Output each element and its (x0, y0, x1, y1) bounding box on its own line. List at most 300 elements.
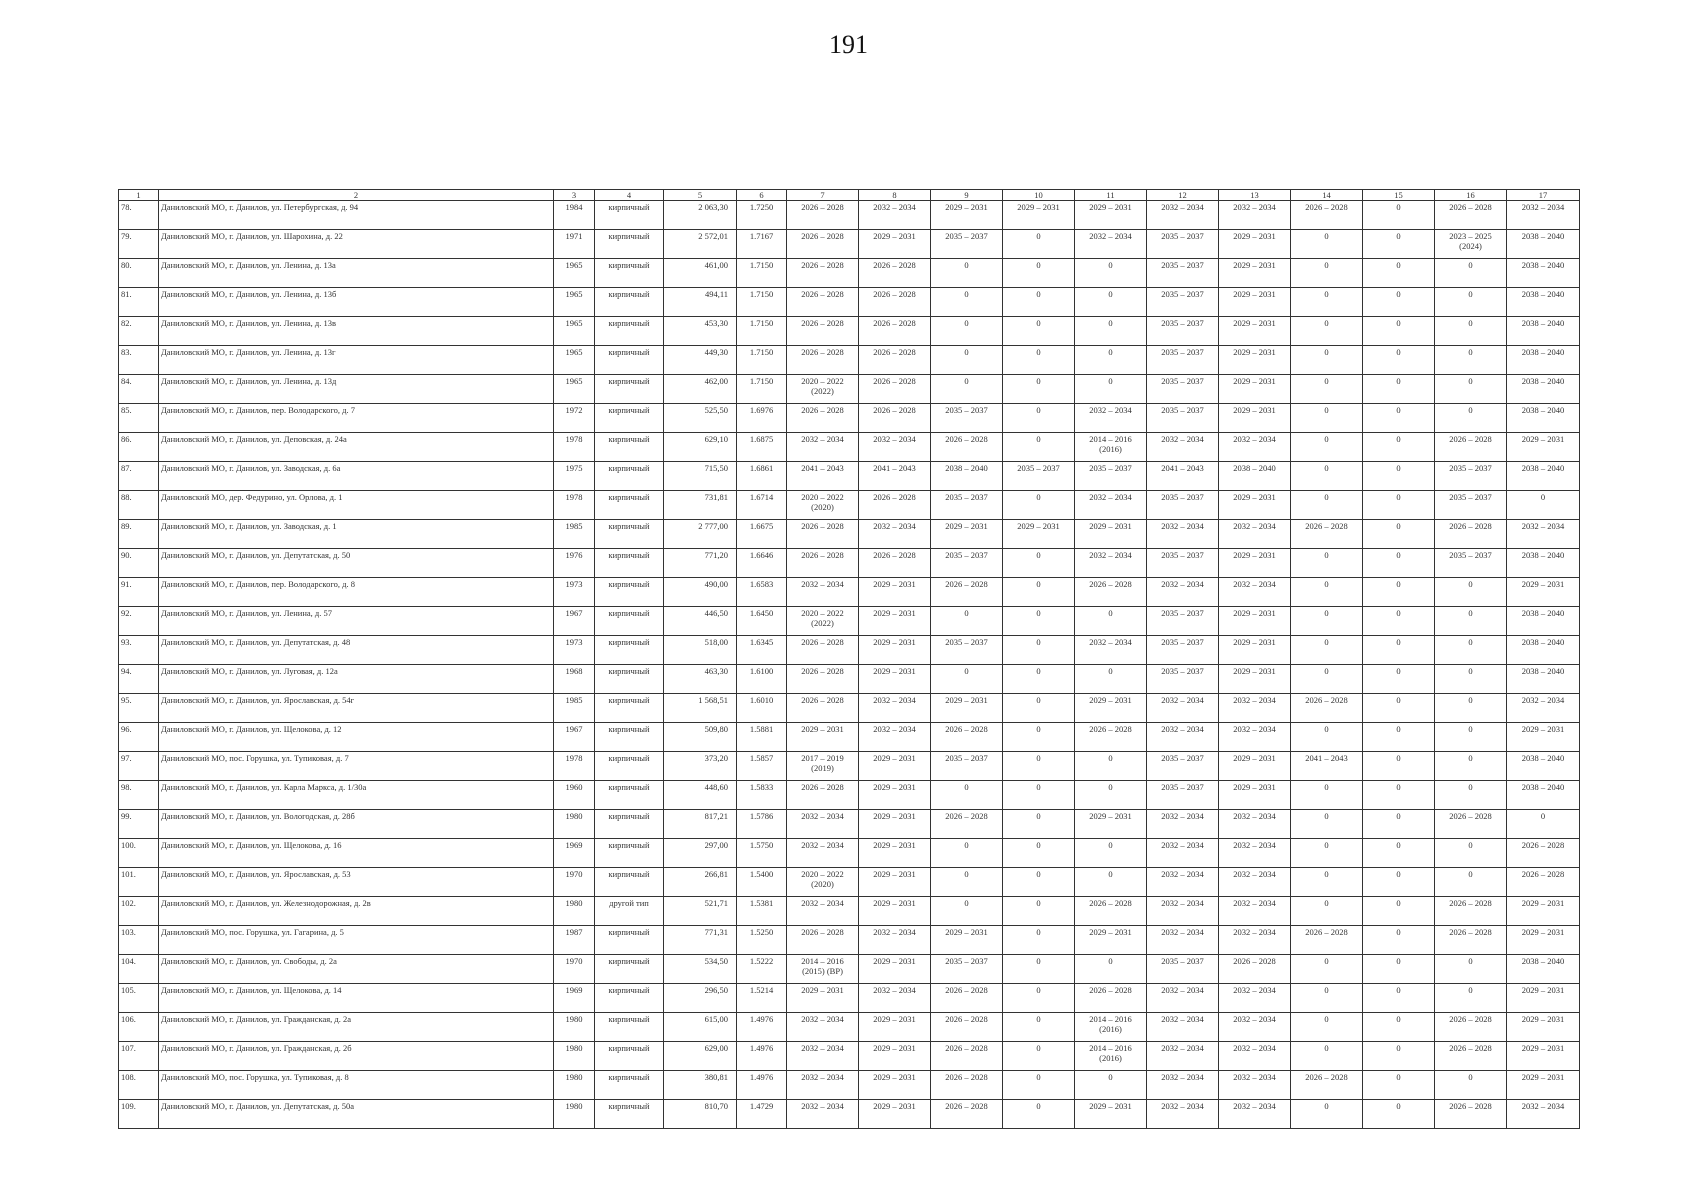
period-cell-17: 2038 – 2040 (1507, 346, 1580, 375)
period-cell-12: 2032 – 2034 (1147, 201, 1219, 230)
period-cell-11: 2014 – 2016 (2016) (1075, 1042, 1147, 1071)
period-cell-10: 0 (1003, 781, 1075, 810)
period-cell-11: 2032 – 2034 (1075, 404, 1147, 433)
year-cell: 1978 (554, 433, 595, 462)
period-cell-13: 2032 – 2034 (1219, 1042, 1291, 1071)
period-cell-14: 0 (1291, 868, 1363, 897)
period-cell-16: 0 (1435, 665, 1507, 694)
period-cell-16: 2035 – 2037 (1435, 491, 1507, 520)
index-cell: 1.5881 (737, 723, 787, 752)
period-cell-13: 2032 – 2034 (1219, 578, 1291, 607)
period-cell-17: 2029 – 2031 (1507, 433, 1580, 462)
period-cell-16: 0 (1435, 781, 1507, 810)
row-number-cell: 87. (119, 462, 159, 491)
period-cell-17: 2029 – 2031 (1507, 1042, 1580, 1071)
row-number-cell: 78. (119, 201, 159, 230)
header-cell: 10 (1003, 190, 1075, 201)
period-cell-11: 0 (1075, 607, 1147, 636)
period-cell-7: 2026 – 2028 (787, 926, 859, 955)
table-row (119, 346, 1580, 375)
table-row (119, 259, 1580, 288)
period-cell-17: 2038 – 2040 (1507, 549, 1580, 578)
period-cell-7: 2032 – 2034 (787, 578, 859, 607)
wall-material-cell: кирпичный (595, 752, 664, 781)
year-cell: 1980 (554, 1042, 595, 1071)
period-cell-14: 0 (1291, 810, 1363, 839)
address-cell: Даниловский МО, г. Данилов, ул. Депутатская, д. 48 (159, 636, 554, 665)
period-cell-7: 2026 – 2028 (787, 636, 859, 665)
period-cell-16: 0 (1435, 839, 1507, 868)
period-cell-9: 2026 – 2028 (931, 723, 1003, 752)
period-cell-9: 0 (931, 288, 1003, 317)
period-cell-14: 0 (1291, 665, 1363, 694)
year-cell: 1980 (554, 897, 595, 926)
period-cell-12: 2032 – 2034 (1147, 723, 1219, 752)
period-cell-8: 2029 – 2031 (859, 839, 931, 868)
period-cell-11: 0 (1075, 1071, 1147, 1100)
address-cell: Даниловский МО, г. Данилов, ул. Щелокова, д. 14 (159, 984, 554, 1013)
area-cell: 2 572,01 (664, 230, 737, 259)
period-cell-14: 0 (1291, 607, 1363, 636)
period-cell-17: 2029 – 2031 (1507, 1013, 1580, 1042)
period-cell-15: 0 (1363, 810, 1435, 839)
period-cell-8: 2032 – 2034 (859, 520, 931, 549)
header-cell: 9 (931, 190, 1003, 201)
period-cell-8: 2029 – 2031 (859, 897, 931, 926)
period-cell-14: 0 (1291, 955, 1363, 984)
wall-material-cell: кирпичный (595, 201, 664, 230)
index-cell: 1.4729 (737, 1100, 787, 1129)
period-cell-7: 2014 – 2016 (2015) (ВР) (787, 955, 859, 984)
period-cell-10: 0 (1003, 839, 1075, 868)
year-cell: 1965 (554, 375, 595, 404)
period-cell-12: 2035 – 2037 (1147, 752, 1219, 781)
period-cell-16: 0 (1435, 375, 1507, 404)
header-cell: 8 (859, 190, 931, 201)
period-cell-14: 0 (1291, 491, 1363, 520)
index-cell: 1.6976 (737, 404, 787, 433)
address-cell: Даниловский МО, г. Данилов, ул. Вологодская, д. 28б (159, 810, 554, 839)
area-cell: 453,30 (664, 317, 737, 346)
period-cell-8: 2029 – 2031 (859, 1100, 931, 1129)
period-cell-12: 2041 – 2043 (1147, 462, 1219, 491)
row-number-cell: 80. (119, 259, 159, 288)
page-number: 191 (829, 30, 868, 59)
header-cell: 11 (1075, 190, 1147, 201)
period-cell-12: 2035 – 2037 (1147, 288, 1219, 317)
period-cell-10: 0 (1003, 955, 1075, 984)
wall-material-cell: кирпичный (595, 462, 664, 491)
address-cell: Даниловский МО, г. Данилов, ул. Заводская, д. 6а (159, 462, 554, 491)
period-cell-7: 2026 – 2028 (787, 230, 859, 259)
period-cell-10: 0 (1003, 375, 1075, 404)
period-cell-13: 2029 – 2031 (1219, 549, 1291, 578)
table-header (119, 190, 1580, 201)
period-cell-10: 0 (1003, 868, 1075, 897)
wall-material-cell: другой тип (595, 897, 664, 926)
period-cell-11: 0 (1075, 839, 1147, 868)
period-cell-7: 2020 – 2022 (2020) (787, 491, 859, 520)
address-cell: Даниловский МО, г. Данилов, ул. Ленина, д. 13г (159, 346, 554, 375)
period-cell-9: 2038 – 2040 (931, 462, 1003, 491)
table-row (119, 984, 1580, 1013)
period-cell-12: 2032 – 2034 (1147, 926, 1219, 955)
index-cell: 1.5381 (737, 897, 787, 926)
wall-material-cell: кирпичный (595, 955, 664, 984)
period-cell-14: 0 (1291, 375, 1363, 404)
index-cell: 1.6714 (737, 491, 787, 520)
period-cell-16: 0 (1435, 1071, 1507, 1100)
period-cell-17: 2038 – 2040 (1507, 288, 1580, 317)
year-cell: 1965 (554, 259, 595, 288)
row-number-cell: 98. (119, 781, 159, 810)
period-cell-17: 2038 – 2040 (1507, 665, 1580, 694)
period-cell-11: 2029 – 2031 (1075, 694, 1147, 723)
period-cell-12: 2035 – 2037 (1147, 607, 1219, 636)
row-number-cell: 106. (119, 1013, 159, 1042)
period-cell-16: 2035 – 2037 (1435, 549, 1507, 578)
period-cell-14: 0 (1291, 1100, 1363, 1129)
table-row (119, 549, 1580, 578)
period-cell-11: 0 (1075, 752, 1147, 781)
wall-material-cell: кирпичный (595, 839, 664, 868)
period-cell-14: 2026 – 2028 (1291, 926, 1363, 955)
period-cell-8: 2029 – 2031 (859, 1042, 931, 1071)
period-cell-12: 2032 – 2034 (1147, 897, 1219, 926)
period-cell-11: 0 (1075, 375, 1147, 404)
index-cell: 1.5400 (737, 868, 787, 897)
period-cell-15: 0 (1363, 897, 1435, 926)
period-cell-17: 0 (1507, 810, 1580, 839)
table-row (119, 491, 1580, 520)
address-cell: Даниловский МО, г. Данилов, пер. Володарского, д. 7 (159, 404, 554, 433)
period-cell-12: 2032 – 2034 (1147, 1071, 1219, 1100)
row-number-cell: 89. (119, 520, 159, 549)
period-cell-11: 0 (1075, 665, 1147, 694)
period-cell-15: 0 (1363, 839, 1435, 868)
period-cell-8: 2026 – 2028 (859, 549, 931, 578)
year-cell: 1970 (554, 868, 595, 897)
period-cell-10: 0 (1003, 723, 1075, 752)
period-cell-8: 2026 – 2028 (859, 491, 931, 520)
period-cell-7: 2032 – 2034 (787, 1071, 859, 1100)
period-cell-9: 2029 – 2031 (931, 201, 1003, 230)
period-cell-17: 2032 – 2034 (1507, 201, 1580, 230)
table-row (119, 607, 1580, 636)
area-cell: 494,11 (664, 288, 737, 317)
period-cell-13: 2029 – 2031 (1219, 665, 1291, 694)
period-cell-11: 0 (1075, 955, 1147, 984)
table-row (119, 723, 1580, 752)
period-cell-15: 0 (1363, 1100, 1435, 1129)
period-cell-13: 2029 – 2031 (1219, 375, 1291, 404)
period-cell-9: 2026 – 2028 (931, 1013, 1003, 1042)
period-cell-9: 0 (931, 346, 1003, 375)
index-cell: 1.5214 (737, 984, 787, 1013)
address-cell: Даниловский МО, пос. Горушка, ул. Тупиковая, д. 8 (159, 1071, 554, 1100)
period-cell-13: 2032 – 2034 (1219, 433, 1291, 462)
wall-material-cell: кирпичный (595, 549, 664, 578)
period-cell-12: 2035 – 2037 (1147, 491, 1219, 520)
period-cell-12: 2032 – 2034 (1147, 578, 1219, 607)
period-cell-12: 2032 – 2034 (1147, 984, 1219, 1013)
period-cell-10: 0 (1003, 1100, 1075, 1129)
period-cell-17: 2038 – 2040 (1507, 607, 1580, 636)
header-cell: 5 (664, 190, 737, 201)
period-cell-16: 2026 – 2028 (1435, 810, 1507, 839)
period-cell-9: 2035 – 2037 (931, 491, 1003, 520)
header-cell: 7 (787, 190, 859, 201)
table-row (119, 317, 1580, 346)
period-cell-10: 0 (1003, 636, 1075, 665)
address-cell: Даниловский МО, г. Данилов, ул. Шарохина, д. 22 (159, 230, 554, 259)
period-cell-11: 2026 – 2028 (1075, 723, 1147, 752)
row-number-cell: 101. (119, 868, 159, 897)
index-cell: 1.4976 (737, 1013, 787, 1042)
period-cell-8: 2026 – 2028 (859, 375, 931, 404)
table-container (118, 189, 1580, 1129)
header-cell: 12 (1147, 190, 1219, 201)
table-row (119, 868, 1580, 897)
header-cell: 1 (119, 190, 159, 201)
row-number-cell: 82. (119, 317, 159, 346)
period-cell-8: 2029 – 2031 (859, 636, 931, 665)
row-number-cell: 81. (119, 288, 159, 317)
period-cell-7: 2020 – 2022 (2022) (787, 375, 859, 404)
period-cell-16: 0 (1435, 955, 1507, 984)
period-cell-8: 2026 – 2028 (859, 346, 931, 375)
area-cell: 446,50 (664, 607, 737, 636)
period-cell-12: 2032 – 2034 (1147, 810, 1219, 839)
period-cell-8: 2026 – 2028 (859, 259, 931, 288)
period-cell-10: 2035 – 2037 (1003, 462, 1075, 491)
area-cell: 817,21 (664, 810, 737, 839)
period-cell-15: 0 (1363, 694, 1435, 723)
area-cell: 490,00 (664, 578, 737, 607)
address-cell: Даниловский МО, г. Данилов, ул. Луговая, д. 12а (159, 665, 554, 694)
period-cell-7: 2026 – 2028 (787, 346, 859, 375)
address-cell: Даниловский МО, г. Данилов, ул. Ленина, д. 13а (159, 259, 554, 288)
year-cell: 1969 (554, 839, 595, 868)
header-cell: 15 (1363, 190, 1435, 201)
period-cell-15: 0 (1363, 955, 1435, 984)
area-cell: 2 777,00 (664, 520, 737, 549)
period-cell-11: 2014 – 2016 (2016) (1075, 433, 1147, 462)
year-cell: 1985 (554, 520, 595, 549)
period-cell-9: 2035 – 2037 (931, 955, 1003, 984)
period-cell-11: 2032 – 2034 (1075, 491, 1147, 520)
period-cell-10: 0 (1003, 1042, 1075, 1071)
period-cell-9: 0 (931, 259, 1003, 288)
row-number-cell: 100. (119, 839, 159, 868)
address-cell: Даниловский МО, г. Данилов, ул. Ярославская, д. 53 (159, 868, 554, 897)
period-cell-14: 0 (1291, 346, 1363, 375)
period-cell-14: 2026 – 2028 (1291, 1071, 1363, 1100)
period-cell-16: 0 (1435, 636, 1507, 665)
table-body (119, 201, 1580, 1129)
area-cell: 380,81 (664, 1071, 737, 1100)
period-cell-9: 2026 – 2028 (931, 433, 1003, 462)
period-cell-15: 0 (1363, 404, 1435, 433)
table-row (119, 433, 1580, 462)
area-cell: 731,81 (664, 491, 737, 520)
address-cell: Даниловский МО, г. Данилов, ул. Гражданская, д. 2а (159, 1013, 554, 1042)
period-cell-14: 0 (1291, 288, 1363, 317)
row-number-cell: 86. (119, 433, 159, 462)
period-cell-16: 0 (1435, 288, 1507, 317)
period-cell-10: 0 (1003, 752, 1075, 781)
year-cell: 1969 (554, 984, 595, 1013)
period-cell-13: 2029 – 2031 (1219, 607, 1291, 636)
period-cell-13: 2032 – 2034 (1219, 984, 1291, 1013)
period-cell-16: 2026 – 2028 (1435, 201, 1507, 230)
period-cell-9: 2026 – 2028 (931, 578, 1003, 607)
wall-material-cell: кирпичный (595, 665, 664, 694)
period-cell-17: 2038 – 2040 (1507, 752, 1580, 781)
area-cell: 448,60 (664, 781, 737, 810)
row-number-cell: 105. (119, 984, 159, 1013)
period-cell-9: 0 (931, 375, 1003, 404)
period-cell-7: 2032 – 2034 (787, 1013, 859, 1042)
period-cell-15: 0 (1363, 230, 1435, 259)
wall-material-cell: кирпичный (595, 404, 664, 433)
row-number-cell: 79. (119, 230, 159, 259)
index-cell: 1.7150 (737, 346, 787, 375)
address-cell: Даниловский МО, г. Данилов, ул. Ленина, д. 13д (159, 375, 554, 404)
table-row (119, 578, 1580, 607)
period-cell-7: 2026 – 2028 (787, 288, 859, 317)
period-cell-11: 2029 – 2031 (1075, 810, 1147, 839)
area-cell: 296,50 (664, 984, 737, 1013)
period-cell-13: 2026 – 2028 (1219, 955, 1291, 984)
period-cell-10: 0 (1003, 317, 1075, 346)
header-cell: 3 (554, 190, 595, 201)
area-cell: 615,00 (664, 1013, 737, 1042)
period-cell-16: 0 (1435, 578, 1507, 607)
period-cell-7: 2026 – 2028 (787, 520, 859, 549)
period-cell-12: 2032 – 2034 (1147, 1042, 1219, 1071)
header-cell: 14 (1291, 190, 1363, 201)
period-cell-12: 2035 – 2037 (1147, 549, 1219, 578)
period-cell-17: 2029 – 2031 (1507, 897, 1580, 926)
period-cell-10: 0 (1003, 810, 1075, 839)
index-cell: 1.7150 (737, 317, 787, 346)
period-cell-11: 2026 – 2028 (1075, 897, 1147, 926)
period-cell-17: 2026 – 2028 (1507, 839, 1580, 868)
period-cell-12: 2032 – 2034 (1147, 1100, 1219, 1129)
period-cell-7: 2020 – 2022 (2020) (787, 868, 859, 897)
period-cell-12: 2032 – 2034 (1147, 868, 1219, 897)
period-cell-16: 0 (1435, 752, 1507, 781)
address-cell: Даниловский МО, г. Данилов, пер. Володарского, д. 8 (159, 578, 554, 607)
index-cell: 1.5222 (737, 955, 787, 984)
period-cell-16: 0 (1435, 317, 1507, 346)
period-cell-14: 2026 – 2028 (1291, 201, 1363, 230)
period-cell-15: 0 (1363, 723, 1435, 752)
data-table (118, 189, 1580, 1129)
period-cell-11: 2032 – 2034 (1075, 636, 1147, 665)
period-cell-15: 0 (1363, 259, 1435, 288)
year-cell: 1987 (554, 926, 595, 955)
period-cell-9: 0 (931, 665, 1003, 694)
period-cell-13: 2029 – 2031 (1219, 491, 1291, 520)
period-cell-11: 2032 – 2034 (1075, 549, 1147, 578)
period-cell-16: 2026 – 2028 (1435, 926, 1507, 955)
period-cell-17: 2029 – 2031 (1507, 578, 1580, 607)
period-cell-15: 0 (1363, 578, 1435, 607)
header-cell: 13 (1219, 190, 1291, 201)
table-row (119, 201, 1580, 230)
table-row (119, 288, 1580, 317)
row-number-cell: 99. (119, 810, 159, 839)
period-cell-13: 2038 – 2040 (1219, 462, 1291, 491)
year-cell: 1980 (554, 810, 595, 839)
wall-material-cell: кирпичный (595, 491, 664, 520)
period-cell-16: 2023 – 2025 (2024) (1435, 230, 1507, 259)
period-cell-8: 2032 – 2034 (859, 201, 931, 230)
period-cell-8: 2029 – 2031 (859, 810, 931, 839)
wall-material-cell: кирпичный (595, 984, 664, 1013)
area-cell: 715,50 (664, 462, 737, 491)
address-cell: Даниловский МО, г. Данилов, ул. Карла Маркса, д. 1/30а (159, 781, 554, 810)
period-cell-13: 2032 – 2034 (1219, 201, 1291, 230)
index-cell: 1.6583 (737, 578, 787, 607)
period-cell-7: 2017 – 2019 (2019) (787, 752, 859, 781)
period-cell-10: 0 (1003, 491, 1075, 520)
area-cell: 2 063,30 (664, 201, 737, 230)
period-cell-13: 2032 – 2034 (1219, 694, 1291, 723)
period-cell-13: 2032 – 2034 (1219, 1071, 1291, 1100)
area-cell: 629,10 (664, 433, 737, 462)
period-cell-13: 2029 – 2031 (1219, 346, 1291, 375)
area-cell: 297,00 (664, 839, 737, 868)
row-number-cell: 84. (119, 375, 159, 404)
wall-material-cell: кирпичный (595, 1013, 664, 1042)
area-cell: 1 568,51 (664, 694, 737, 723)
period-cell-15: 0 (1363, 781, 1435, 810)
table-row (119, 926, 1580, 955)
period-cell-13: 2029 – 2031 (1219, 259, 1291, 288)
period-cell-9: 2035 – 2037 (931, 549, 1003, 578)
period-cell-16: 0 (1435, 694, 1507, 723)
period-cell-8: 2029 – 2031 (859, 230, 931, 259)
header-cell: 17 (1507, 190, 1580, 201)
period-cell-8: 2032 – 2034 (859, 926, 931, 955)
year-cell: 1975 (554, 462, 595, 491)
area-cell: 509,80 (664, 723, 737, 752)
period-cell-13: 2029 – 2031 (1219, 781, 1291, 810)
period-cell-13: 2032 – 2034 (1219, 839, 1291, 868)
period-cell-8: 2029 – 2031 (859, 607, 931, 636)
row-number-cell: 92. (119, 607, 159, 636)
period-cell-8: 2029 – 2031 (859, 665, 931, 694)
period-cell-12: 2035 – 2037 (1147, 665, 1219, 694)
period-cell-16: 0 (1435, 984, 1507, 1013)
period-cell-10: 0 (1003, 984, 1075, 1013)
table-row (119, 1100, 1580, 1129)
period-cell-17: 2032 – 2034 (1507, 520, 1580, 549)
table-row (119, 665, 1580, 694)
period-cell-14: 0 (1291, 636, 1363, 665)
index-cell: 1.7150 (737, 259, 787, 288)
index-cell: 1.6010 (737, 694, 787, 723)
period-cell-16: 2026 – 2028 (1435, 1100, 1507, 1129)
period-cell-9: 2035 – 2037 (931, 230, 1003, 259)
period-cell-7: 2026 – 2028 (787, 259, 859, 288)
period-cell-11: 0 (1075, 288, 1147, 317)
period-cell-8: 2026 – 2028 (859, 288, 931, 317)
period-cell-17: 2038 – 2040 (1507, 462, 1580, 491)
